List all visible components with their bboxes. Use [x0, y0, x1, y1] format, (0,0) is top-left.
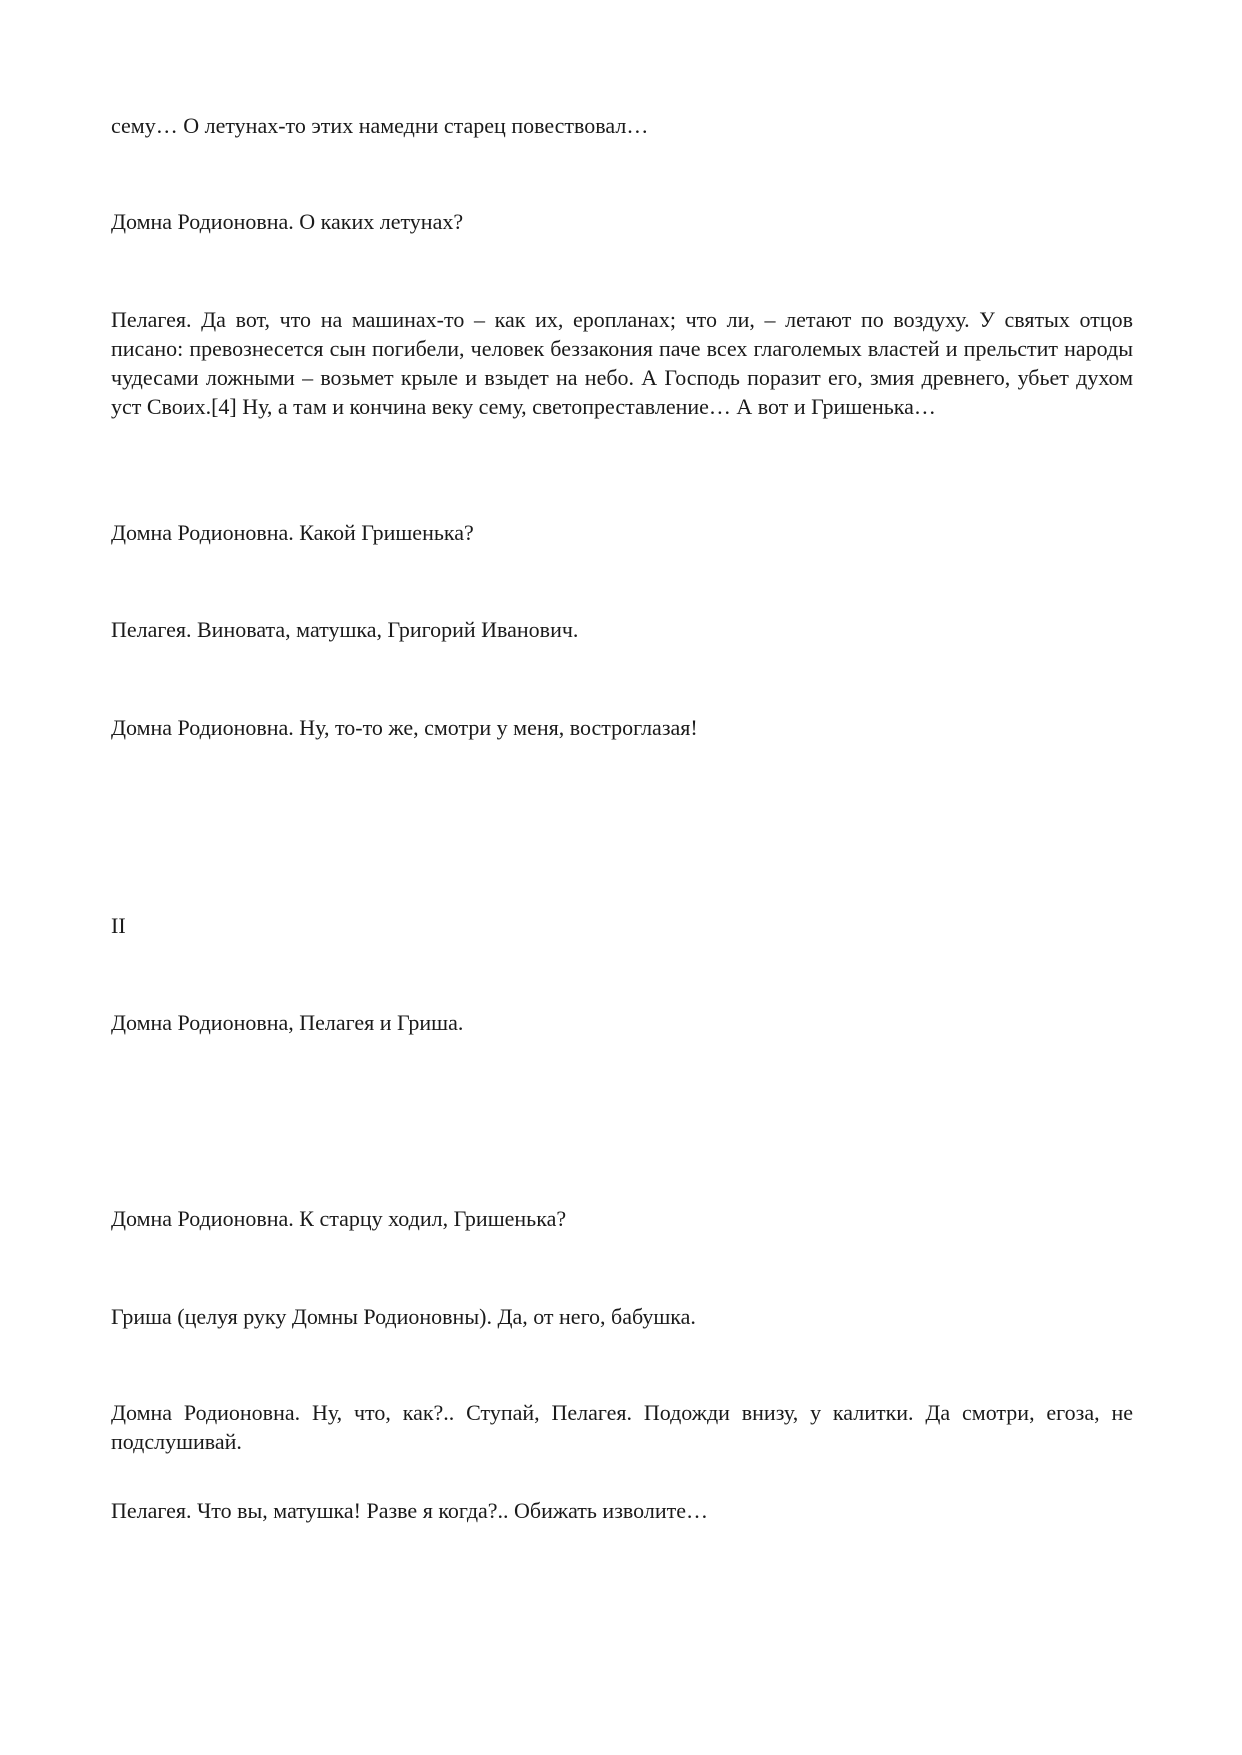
paragraph-domna-5: Домна Родионовна. Ну, что, как?.. Ступай, Пелагея. Подожди внизу, у калитки. Да смотри, егоза, не подслушивай. — [111, 1400, 1133, 1454]
scene-number: II — [111, 913, 126, 938]
paragraph-pelageya-2: Пелагея. Виновата, матушка, Григорий Иванович. — [111, 617, 579, 642]
paragraph-domna-2: Домна Родионовна. Какой Гришенька? — [111, 520, 474, 545]
paragraph-domna-4: Домна Родионовна. К старцу ходил, Гришенька? — [111, 1206, 567, 1231]
paragraph-domna-1: Домна Родионовна. О каких летунах? — [111, 209, 464, 234]
paragraph-pelageya-1: Пелагея. Да вот, что на машинах-то – как их, еропланах; что ли, – летают по воздуху. У святых отцов писано: превознесется сын погибели, человек беззакония паче всех глаголемых властей и прельстит народы чудесами ложными – возьмет крыле и взыдет на небо. А Господь поразит его, змия древнего, убьет духом уст Своих.[4] Ну, а там и кончина веку сему, светопреставление… А вот и Гришенька… — [111, 307, 1133, 419]
paragraph-grisha-1: Гриша (целуя руку Домны Родионовны). Да, от него, бабушка. — [111, 1304, 696, 1329]
scene-characters: Домна Родионовна, Пелагея и Гриша. — [111, 1010, 464, 1035]
paragraph-pelageya-3: Пелагея. Что вы, матушка! Разве я когда?.. Обижать изволите… — [111, 1498, 708, 1523]
paragraph-domna-3: Домна Родионовна. Ну, то-то же, смотри у меня, востроглазая! — [111, 715, 698, 740]
paragraph-continuation: сему… О летунах-то этих намедни старец повествовал… — [111, 113, 649, 138]
